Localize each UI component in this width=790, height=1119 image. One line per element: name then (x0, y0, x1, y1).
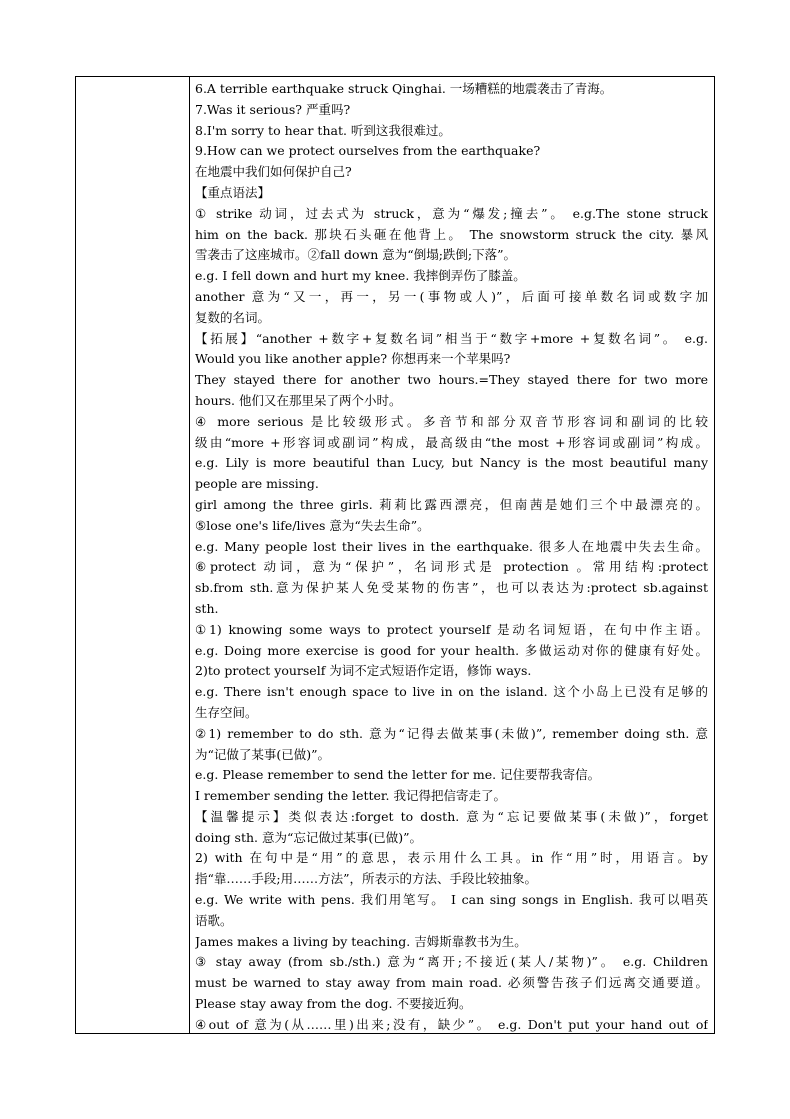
text-line: ⑥protect 动词，意为“保护”，名词形式是 protection 。常用结构:protect (195, 559, 708, 575)
text-line: 指“靠……手段;用……方法”，所表示的方法、手段比较抽象。 (195, 871, 537, 887)
text-line: 2)to protect yourself 为词不定式短语作定语，修饰 ways. (195, 663, 532, 679)
text-line: sth. (195, 600, 219, 616)
text-line: e.g. Many people lost their lives in the earthquake. 很多人在地震中失去生命。 (195, 538, 708, 554)
text-line: 在地震中我们如何保护自己? (195, 164, 352, 180)
text-line: girl among the three girls. 莉莉比露西漂亮，但南茜是她们三个中最漂亮的。 (195, 496, 708, 512)
section-heading: 【重点语法】 (195, 184, 271, 200)
content-column (190, 77, 714, 1033)
left-column (76, 77, 190, 1033)
text-line: e.g. Lily is more beautiful than Lucy, but Nancy is the most beautiful many (195, 455, 708, 471)
text-line: another 意为“又一，再一，另一(事物或人)”，后面可接单数名词或数字加 (195, 288, 708, 304)
text-line: ⑤lose one's life/lives 意为“失去生命”。 (195, 517, 430, 533)
text-line: must be warned to stay away from main road. 必须警告孩子们远离交通要道。 (195, 975, 708, 991)
text-line: 语歌。 (195, 912, 233, 928)
text-line: 雪袭击了这座城市。②fall down 意为“倒塌;跌倒;下落”。 (195, 247, 517, 263)
text-line: sb.from sth.意为保护某人免受某物的伤害”，也可以表达为:protect sb.against (195, 580, 708, 596)
text-line: 9.How can we protect ourselves from the earthquake? (195, 143, 541, 159)
text-line: 6.A terrible earthquake struck Qinghai. 一场糟糕的地震袭击了青海。 (195, 81, 613, 96)
text-line: 7.Was it serious? 严重吗? (195, 101, 351, 117)
text-line: ③ stay away (from sb./sth.) 意为“离开;不接近(某人/某物)”。 e.g. Children (195, 954, 708, 970)
text-line: 2) with 在句中是“用”的意思，表示用什么工具。in 作“用”时，用语言。by (195, 850, 708, 866)
text-line: 为“记做了某事(已做)”。 (195, 746, 331, 762)
text-line: e.g. I fell down and hurt my knee. 我摔倒弄伤了膝盖。 (195, 268, 526, 284)
text-line: 【温馨提示】类似表达:forget to dosth. 意为“忘记要做某事(未做)”，forget (195, 808, 708, 824)
text-line: 【拓展】“another +数字+复数名词”相当于“数字+more +复数名词”。 e.g. (195, 330, 708, 346)
text-line: I remember sending the letter. 我记得把信寄走了。 (195, 788, 506, 804)
text-line: e.g. Doing more exercise is good for your health. 多做运动对你的健康有好处。 (195, 642, 708, 658)
text-line: e.g. Please remember to send the letter for me. 记住要帮我寄信。 (195, 767, 601, 783)
text-line: They stayed there for another two hours.=They stayed there for two more (195, 372, 708, 388)
text-line: ①1) knowing some ways to protect yourself 是动名词短语，在句中作主语。 (195, 621, 708, 637)
text-line: Would you like another apple? 你想再来一个苹果吗? (195, 351, 511, 367)
text-line: doing sth. 意为“忘记做过某事(已做)”。 (195, 829, 423, 845)
text-line: ① strike 动词，过去式为 struck，意为“爆发;撞去”。 e.g.The stone struck (195, 205, 708, 221)
text-line: ②1) remember to do sth. 意为“记得去做某事(未做)”, remember doing sth. 意 (195, 725, 708, 741)
text-line: ④out of 意为(从……里)出来;没有，缺少”。 e.g. Don't put your hand out of (195, 1016, 708, 1032)
text-line: 8.I'm sorry to hear that. 听到这我很难过。 (195, 122, 451, 138)
text-line: James makes a living by teaching. 吉姆斯靠教书为生。 (195, 933, 527, 949)
text-line: ④ more serious 是比较级形式。多音节和部分双音节形容词和副词的比较 (195, 413, 708, 429)
text-line: e.g. We write with pens. 我们用笔写。 I can sing songs in English. 我可以唱英 (195, 892, 708, 908)
text-line: e.g. There isn't enough space to live in on the island. 这个小岛上已没有足够的 (195, 684, 708, 700)
text-line: 生存空间。 (195, 704, 258, 720)
text-line: Please stay away from the dog. 不要接近狗。 (195, 996, 472, 1012)
text-line: him on the back. 那块石头砸在他背上。 The snowstorm struck the city. 暴风 (195, 226, 708, 242)
text-line: people are missing. (195, 476, 319, 492)
text-line: 复数的名词。 (195, 309, 271, 325)
document-table (75, 76, 715, 1034)
text-line: 级由“more +形容词或副词”构成，最高级由“the most +形容词或副词”构成。 (195, 434, 708, 450)
text-line: hours. 他们又在那里呆了两个小时。 (195, 392, 402, 408)
